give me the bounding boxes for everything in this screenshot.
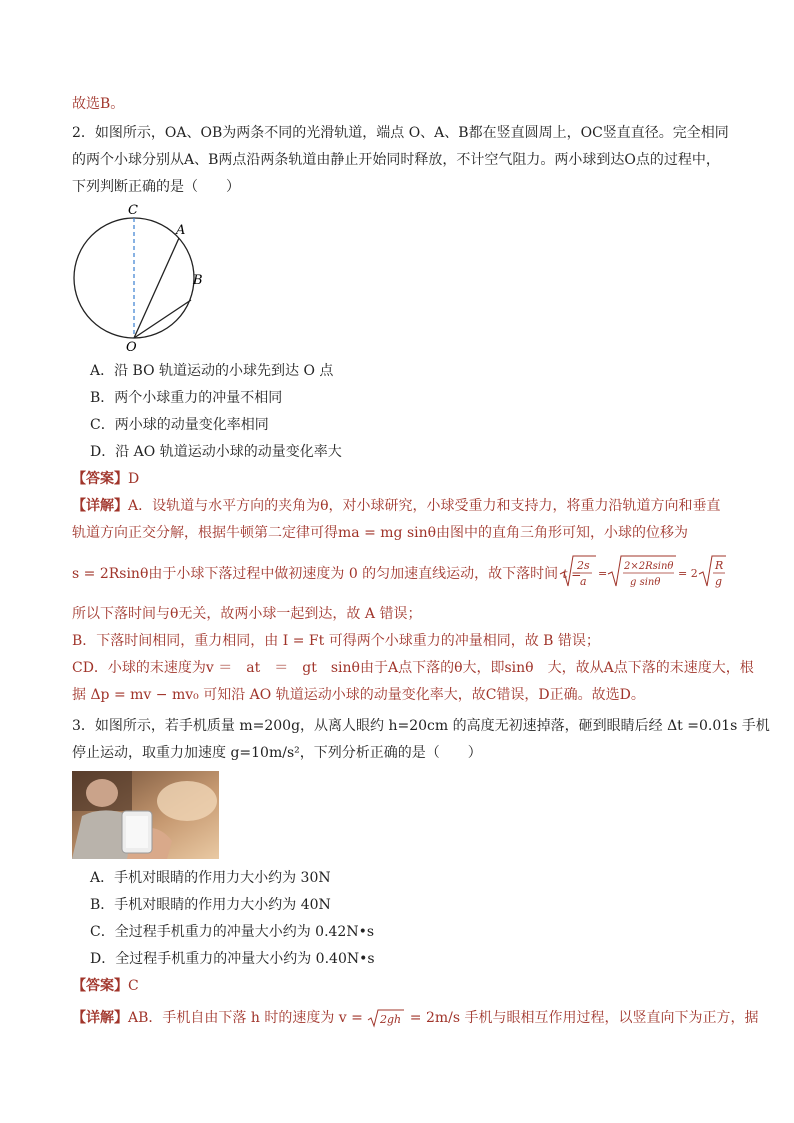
detail-text-3: s = 2Rsinθ由于小球下落过程中做初速度为 0 的匀加速直线运动，故下落时间	[72, 566, 559, 582]
eq-2: = 2	[678, 567, 698, 580]
detail-text-1a: AB．手机自由下落 h 时的速度为 v =	[128, 1010, 363, 1026]
q3-stem-line-2: 停止运动，取重力加速度 g=10m/s²，下列分析正确的是（ ）	[72, 745, 482, 761]
q3-option-d: D．全过程手机重力的冲量大小约为 0.40N•s	[90, 951, 375, 967]
q2-option-d: D．沿 AO 轨道运动小球的动量变化率大	[90, 444, 342, 460]
q3-option-c: C．全过程手机重力的冲量大小约为 0.42N•s	[90, 924, 375, 940]
q2-circle-figure	[66, 200, 216, 352]
answer-value: D	[128, 471, 140, 487]
frac-den: g sinθ	[630, 577, 661, 588]
frac-num: 2×2Rsinθ	[624, 561, 674, 572]
q2-detail-line-4: 所以下落时间与θ无关，故两小球一起到达，故 A 错误；	[72, 606, 422, 622]
answer-value: C	[128, 978, 139, 994]
q2-detail-line-5: B．下落时间相同，重力相同，由 I = Ft 可得两个小球重力的冲量相同，故 B 错误；	[72, 633, 600, 649]
frac-a: a	[580, 575, 587, 588]
q2-option-a: A．沿 BO 轨道运动的小球先到达 O 点	[90, 363, 334, 379]
label-c: C	[128, 203, 138, 218]
q3-stem-line-1: 3．如图所示，若手机质量 m=200g，从离人眼约 h=20cm 的高度无初速掉落，砸到眼睛后经 Δt =0.01s 手机	[72, 718, 770, 734]
detail-text-1: A．设轨道与水平方向的夹角为θ，对小球研究，小球受重力和支持力，将重力沿轨道方向和垂直	[128, 498, 721, 514]
q2-detail-line-1	[72, 497, 721, 515]
label-b: B	[193, 273, 203, 288]
q3-option-a: A．手机对眼睛的作用力大小约为 30N	[90, 870, 331, 886]
q2-stem-line-1: 2．如图所示，OA、OB为两条不同的光滑轨道，端点 O、A、B都在竖直圆周上，OC竖直直径。完全相同	[72, 125, 729, 141]
svg-text:2gh: 2gh	[380, 1013, 402, 1026]
q3-option-b: B．手机对眼睛的作用力大小约为 40N	[90, 897, 331, 913]
frac-r: R	[715, 559, 724, 572]
q2-option-b: B．两个小球重力的冲量不相同	[90, 390, 283, 406]
detail-tag: 【详解】	[72, 498, 128, 514]
answer-tag: 【答案】	[72, 471, 128, 487]
q2-detail-line-3	[72, 565, 581, 583]
sqrt-2gh	[367, 1008, 405, 1028]
q2-stem-line-3: 下列判断正确的是（ ）	[72, 179, 240, 195]
q3-answer-line	[72, 977, 139, 995]
time-formula	[558, 552, 728, 592]
q2-detail-line-6: CD．小球的末速度为v ＝ at ＝ gt sinθ由于A点下落的θ大，即sinθ 大，故从A点下落的末速度大，根	[72, 660, 754, 676]
q2-stem-line-2: 的两个小球分别从A、B两点沿两条轨道由静止开始同时释放，不计空气阻力。两小球到达O点的过程中，	[72, 152, 720, 168]
q3-detail-line-1	[72, 1008, 758, 1028]
frac-g: g	[715, 575, 723, 588]
label-a: A	[176, 223, 186, 238]
label-o: O	[126, 340, 137, 352]
answer-tag: 【答案】	[72, 978, 128, 994]
q2-detail-line-7: 据 Δp = mv − mv₀ 可知沿 AO 轨道运动小球的动量变化率大，故C错误，D正确。故选D。	[72, 687, 645, 703]
q3-phone-photo	[72, 771, 219, 859]
prev-answer-line: 故选B。	[72, 96, 125, 112]
q2-detail-line-2: 轨道方向正交分解，根据牛顿第二定律可得ma = mg sinθ由图中的直角三角形可知，小球的位移为	[72, 525, 689, 541]
time-symbol: t =	[562, 567, 582, 581]
detail-text-1b: = 2m/s 手机与眼相互作用过程，以竖直向下为正方，据	[409, 1010, 759, 1026]
frac-2s: 2s	[577, 559, 590, 572]
q2-answer-line	[72, 470, 139, 488]
q2-option-c: C．两小球的动量变化率相同	[90, 417, 269, 433]
eq-1: =	[598, 567, 608, 580]
detail-tag: 【详解】	[72, 1010, 128, 1026]
